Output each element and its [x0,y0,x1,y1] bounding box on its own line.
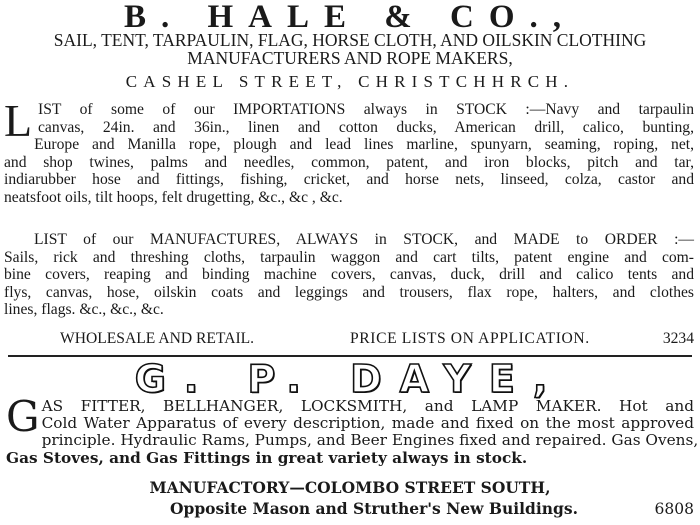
manufactures-line: flys, canvas, hose, oilskin coats and leggings and trousers, flax rope, halters, and clothes [4,283,694,301]
importations-line: indiarubber hose and fittings, fishing, cricket, and horse nets, linseed, colza, castor and [4,171,694,189]
hale-title: B. HALE & CO., [123,0,577,35]
daye-opposite-text: Opposite Mason and Struther's New Buildings. [170,499,579,518]
hale-importations-paragraph [4,95,694,207]
manufactures-line: lines, flags. &c., &c., &c. [4,301,164,319]
manufactures-line: Sails, rick and threshing cloths, tarpaulin waggon and cart tilts, patent engine and com- [4,248,694,266]
daye-dropcap: G [6,392,40,441]
hale-subtitle-line-1: SAIL, TENT, TARPAULIN, FLAG, HORSE CLOTH, AND OILSKIN CLOTHING [53,30,647,50]
daye-ref-number: 6808 [654,500,694,518]
importations-line: IST of some of our IMPORTATIONS always in STOCK :—Navy and tarpaulin [38,101,694,118]
daye-description-paragraph [6,392,699,467]
daye-title: G. P. DAYE, [134,357,566,401]
importations-line: neatsfoot oils, tilt hoops, felt drugetting, &c., &c , &c. [4,188,343,206]
daye-line: principle. Hydraulic Rams, Pumps, and Beer Engines fixed and repaired. Gas Ovens, [41,431,699,450]
daye-line: Gas Stoves, and Gas Fittings in great variety always in stock. [6,448,528,467]
daye-line: Cold Water Apparatus of every description, made and fixed on the most approved [41,414,694,433]
daye-address-line [170,500,694,518]
manufactures-line: LIST of our MANUFACTURES, ALWAYS in STOCK, and MADE to ORDER :— [34,231,694,248]
manufactures-line: bine covers, reaping and binding machine covers, canvas, duck, drill and calico tents and [4,266,694,284]
daye-manufactory: MANUFACTORY—COLOMBO STREET SOUTH, [149,478,551,497]
wholesale-retail-text: WHOLESALE AND RETAIL. [60,330,255,347]
hale-subtitle-line-2: MANUFACTURERS AND ROPE MAKERS, [187,48,513,68]
importations-dropcap: L [4,95,33,146]
daye-line: AS FITTER, BELLHANGER, LOCKSMITH, and LAMP MAKER. Hot and [41,397,694,415]
price-lists-text: PRICE LISTS ON APPLICATION. [350,330,590,347]
hale-address: CASHEL STREET, CHRISTCHHRCH. [125,72,575,91]
importations-line: canvas, 24in. and 36in., linen and cotton ducks, American drill, calico, bunting, [38,118,694,136]
hale-manufactures-paragraph [4,231,694,319]
importations-line: and shop twines, palms and needles, common, patent, and iron blocks, pitch and tar, [4,153,694,171]
hale-ref-number: 3234 [662,330,694,347]
importations-line: Europe and Manilla rope, plough and lead lines marline, spunyarn, seaming, roping, net, [34,136,694,154]
